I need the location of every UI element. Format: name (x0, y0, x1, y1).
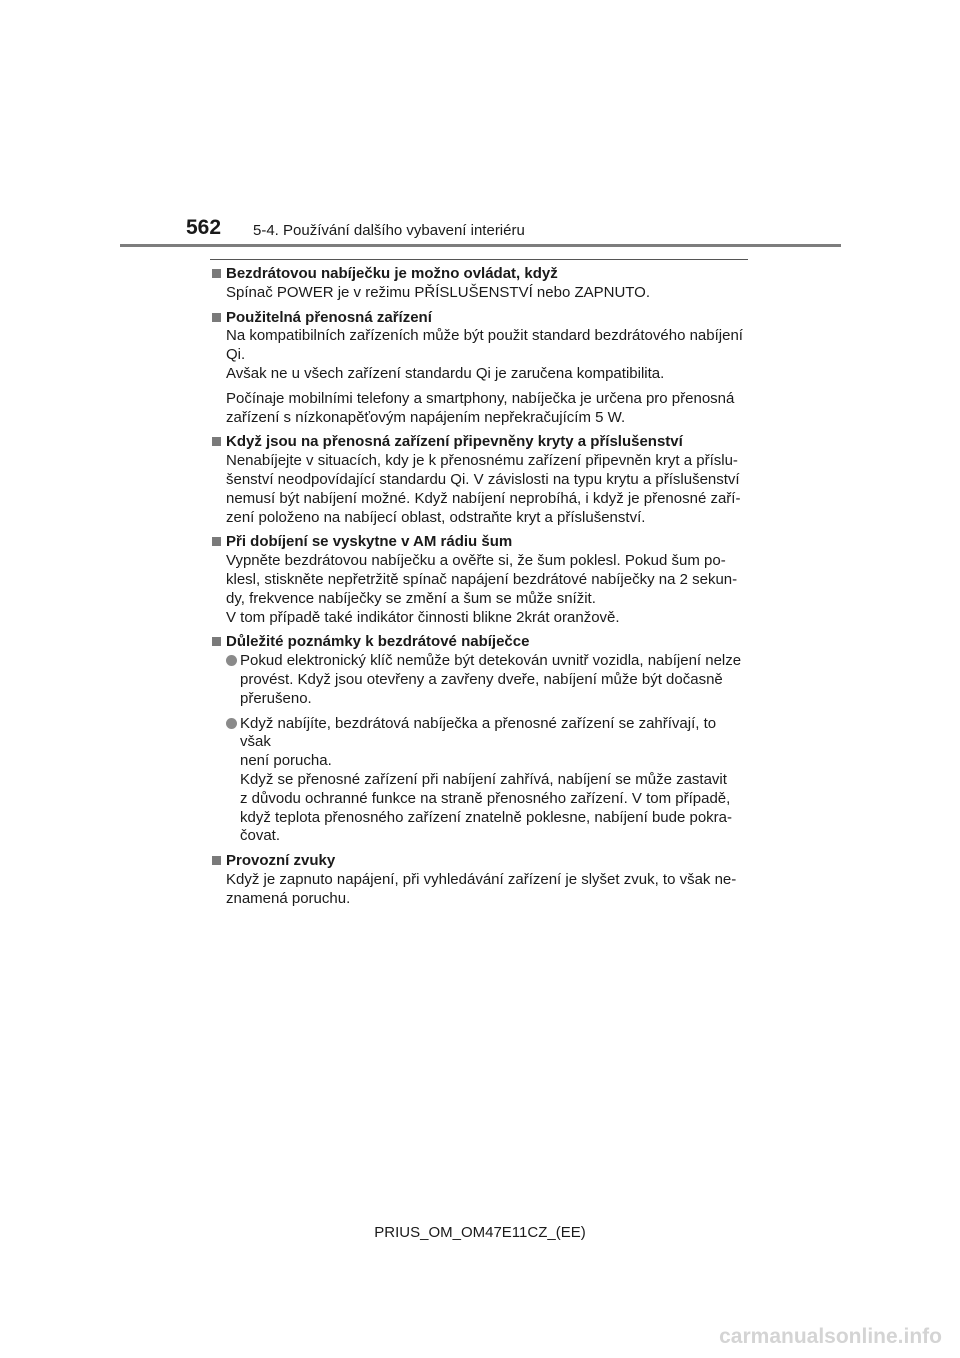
paragraph (226, 552, 750, 627)
text-line: Nenabíjejte v situacích, kdy je k přenosnému zařízení připevněn kryt a příslu- (226, 452, 738, 470)
text-line: znamená poruchu. (226, 889, 351, 907)
paragraph (226, 327, 750, 383)
text-line: Když je zapnuto napájení, při vyhledávání zařízení je slyšet zvuk, to však ne- (226, 870, 737, 888)
paragraph (226, 871, 750, 909)
text-line: zařízení s nízkonapěťovým napájením nepřekračujícím 5 W. (226, 408, 626, 426)
square-bullet-icon (212, 537, 221, 546)
manual-content (210, 265, 750, 915)
paragraph (226, 284, 750, 303)
text-line: Počínaje mobilními telefony a smartphony, nabíječka je určena pro přenosná (226, 389, 735, 407)
square-bullet-icon (212, 637, 221, 646)
text-line: zení položeno na nabíjecí oblast, odstraňte kryt a příslušenství. (226, 508, 646, 526)
header-divider (120, 244, 841, 247)
item-title: Důležité poznámky k bezdrátové nabíječce (226, 633, 530, 651)
text-line: provést. Když jsou otevřeny a zavřeny dveře, nabíjení může být dočasně (240, 670, 723, 688)
item-heading (210, 533, 750, 552)
round-bullet-icon (226, 655, 237, 666)
info-item (210, 633, 750, 846)
page-number: 562 (186, 216, 222, 239)
text-line: nemusí být nabíjení možné. Když nabíjení neprobíhá, i když je přenosné zaří- (226, 489, 741, 507)
info-item (210, 433, 750, 527)
square-bullet-icon (212, 856, 221, 865)
square-bullet-icon (212, 437, 221, 446)
text-line: Avšak ne u všech zařízení standardu Qi je zaručena kompatibilita. (226, 364, 665, 382)
item-title: Když jsou na přenosná zařízení připevněny kryty a příslušenství (226, 433, 683, 451)
item-heading (210, 265, 750, 284)
text-line: klesl, stiskněte nepřetržitě spínač napájení bezdrátové nabíječky na 2 sekun- (226, 570, 738, 588)
item-title: Bezdrátovou nabíječku je možno ovládat, když (226, 265, 558, 282)
item-title: Provozní zvuky (226, 852, 336, 870)
text-line: Vypněte bezdrátovou nabíječku a ověřte si, že šum poklesl. Pokud šum po- (226, 552, 726, 570)
info-item (210, 265, 750, 303)
bullet-point (226, 715, 750, 847)
text-line: dy, frekvence nabíječky se změní a šum se může snížit. (226, 589, 596, 607)
item-heading (210, 309, 750, 328)
text-line: Pokud elektronický klíč nemůže být detekován uvnitř vozidla, nabíjení nelze (240, 652, 742, 670)
bullet-text (240, 715, 750, 847)
item-title: Při dobíjení se vyskytne v AM rádiu šum (226, 533, 513, 551)
text-line: když teplota přenosného zařízení znatelně poklesne, nabíjení bude pokra- (240, 808, 732, 826)
paragraph (226, 390, 750, 428)
text-line: šenství neodpovídající standardu Qi. V závislosti na typu krytu a příslušenství (226, 470, 740, 488)
item-heading (210, 433, 750, 452)
section-title: 5-4. Používání dalšího vybavení interiéru (253, 222, 525, 239)
text-line: Když se přenosné zařízení při nabíjení zahřívá, nabíjení se může zastavit (240, 770, 727, 788)
watermark: carmanualsonline.info (719, 1325, 942, 1348)
document-code: PRIUS_OM_OM47E11CZ_(EE) (374, 1224, 586, 1241)
text-line: není porucha. (240, 752, 332, 770)
square-bullet-icon (212, 313, 221, 322)
content-divider (210, 259, 748, 260)
text-line: Na kompatibilních zařízeních může být použit standard bezdrátového nabíjení (226, 327, 743, 345)
info-item (210, 309, 750, 428)
item-title: Použitelná přenosná zařízení (226, 308, 432, 326)
bullet-point (226, 652, 750, 708)
item-heading (210, 852, 750, 871)
info-item (210, 533, 750, 627)
round-bullet-icon (226, 718, 237, 729)
item-heading (210, 633, 750, 652)
text-line: Když nabíjíte, bezdrátová nabíječka a přenosné zařízení se zahřívají, to však (240, 714, 717, 751)
paragraph (226, 452, 750, 527)
text-line: V tom případě také indikátor činnosti blikne 2krát oranžově. (226, 608, 620, 626)
info-item (210, 852, 750, 908)
text-line: Qi. (226, 346, 246, 364)
page-header (0, 0, 960, 260)
text-line: z důvodu ochranné funkce na straně přenosného zařízení. V tom případě, (240, 789, 731, 807)
text-line: čovat. (240, 827, 281, 845)
square-bullet-icon (212, 269, 221, 278)
text-line: přerušeno. (240, 689, 312, 707)
bullet-text (240, 652, 750, 708)
text-line: Spínač POWER je v režimu PŘÍSLUŠENSTVÍ nebo ZAPNUTO. (226, 283, 651, 301)
